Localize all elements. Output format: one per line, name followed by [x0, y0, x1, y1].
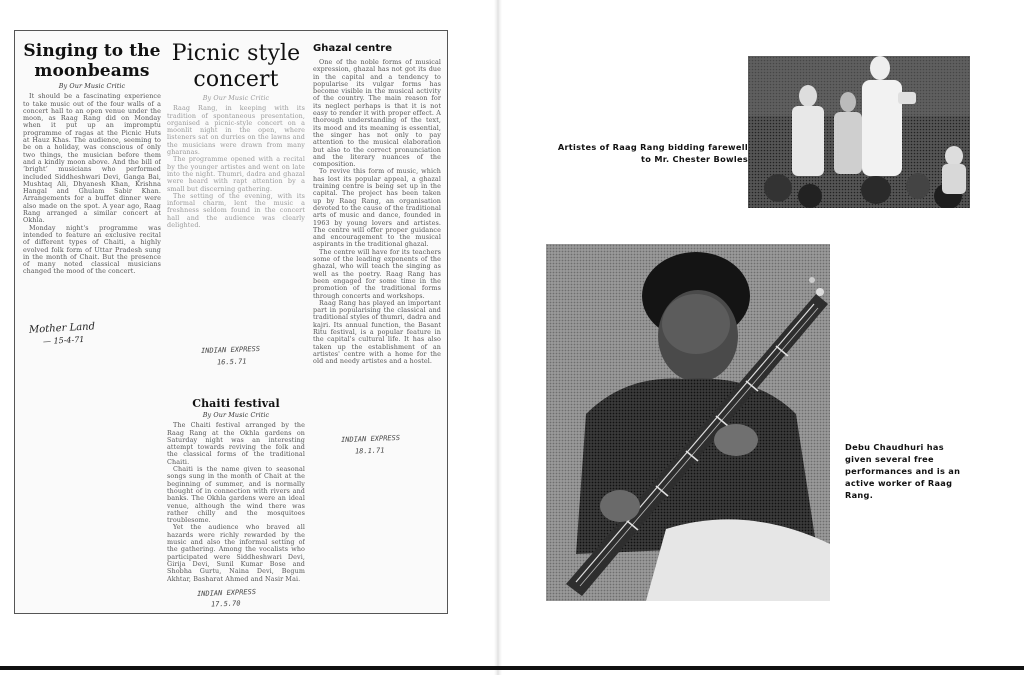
article-ghazal-centre	[313, 43, 441, 435]
page-fold	[494, 0, 502, 675]
article-paragraph: The Chaiti festival arranged by the Raag Rang at the Okhla gardens on Saturday night was an interesting attempt towards reviving the folk and the classical forms of the traditional Chaiti.	[167, 421, 305, 466]
handwritten-source-note: Mother Land	[28, 321, 96, 336]
clipping-source-label: INDIAN EXPRESS	[196, 587, 257, 599]
article-paragraph: Chaiti is the name given to seasonal songs sung in the month of Chait at the beginning of summer, and is normally thought of in connection with rivers and banks. The Okhla gardens were an ideal venue, although the wind there was rather chilly and the mosquitoes troublesome.	[167, 465, 305, 525]
article-headline: Singing to the moonbeams	[23, 41, 161, 81]
clipping-date-label: 17.5.70	[210, 599, 241, 609]
article-picnic-style-concert	[167, 41, 305, 359]
article-paragraph: One of the noble forms of musical expression, ghazal has not got its due in the capital and a tendency to popularise its vulgar forms has become visible in the musical activity of the country. The main reason for its neglect perhaps is that it is not easy to render it with proper effect. A thorough understanding of the text, its mood and its meaning is essential, the singer has not only to pay attention to the musical elaboration but also to the correct pronunciation and the literary nuances of the composition.	[313, 58, 441, 169]
clipping-source-label: INDIAN EXPRESS	[340, 433, 401, 445]
newspaper-clipping-sheet	[14, 30, 448, 614]
article-paragraph: Yet the audience who braved all hazards were richly rewarded by the music and also the informal setting of the gathering. Among the vocalists who participated were Siddheshwari Devi, Girija Devi, Sunil Kumar Bose and Shobha Gurtu, Naina Devi, Begum Akhtar, Basharat Ahmed and Nasir Mai.	[167, 523, 305, 583]
article-singing-to-the-moonbeams	[23, 41, 161, 421]
article-byline: By Our Music Critic	[202, 94, 270, 102]
clipping-date-label: 16.5.71	[216, 357, 247, 367]
article-paragraph: The setting of the evening, with its informal charm, lent the music a freshness seldom found in the concert hall and the audience was clearly delighted.	[167, 191, 305, 230]
article-byline: By Our Music Critic	[202, 411, 270, 419]
photo-caption-bottom: Debu Chaudhuri has given several free performances and is an active worker of Raag Rang.	[845, 442, 961, 500]
article-paragraph: The programme opened with a recital by the younger artistes and went on late into the night. Thumri, dadra and ghazal were heard with rapt attention by a small but discerning gathering.	[167, 155, 305, 193]
farewell-group-photo-image	[748, 56, 970, 208]
article-paragraph: The centre will have for its teachers some of the leading exponents of the ghazal, who will teach the singing as well as the poetry. Raag Rang has been engaged for some time in the promotion of the traditional forms through concerts and workshops.	[313, 247, 441, 300]
clipping-date-label: 18.1.71	[354, 446, 385, 456]
article-paragraph: Raag Rang, in keeping with its tradition of spontaneous presentation, organised a picnic-style concert on a moonlit night in the open, where listeners sat on durries on the lawns and the musicians were drawn from many gharanas.	[167, 104, 305, 157]
article-paragraph: It should be a fascinating experience to take music out of the four walls of a concert hall to an open venue under the moon, as Raag Rang did on Monday when it put up an impromptu programme of ragas at the Picnic Huts at Hauz Khas. The audience, seeming to be on a holiday, was conscious of only two things, the musician before them and a kindly moon above. And the bill of ‘bright’ musicians who performed included Siddheshwari Devi, Ganga Bai, Mushtaq Ali, Dhyanesh Khan, Krishna Hangal and Ghulam Sabir Khan. Arrangements for a buffet dinner were also made on the spot. A year ago, Raag Rang arranged a similar concert at Okhla.	[23, 92, 161, 225]
article-paragraph: To revive this form of music, which has lost its popular appeal, a ghazal training centre is being set up in the capital. The project has been taken up by Raag Rang, an organisation devoted to the cause of the traditional arts of music and dance, founded in 1963 by young lovers and artistes. The centre will offer proper guidance and encouragement to the musical aspirants in the traditional ghazal.	[313, 167, 441, 249]
article-byline: By Our Music Critic	[58, 82, 126, 90]
article-headline: Chaiti festival	[192, 397, 280, 410]
sitar-player-photo-image	[546, 244, 830, 601]
article-chaiti-festival	[167, 397, 305, 587]
photo-caption-top: Artistes of Raag Rang bidding farewell to Mr. Chester Bowles	[557, 142, 748, 164]
bottom-edge-rule	[0, 666, 1024, 670]
article-headline: Ghazal centre	[313, 43, 393, 54]
article-paragraph: Monday night's programme was intended to feature an exclusive recital of different types of Chaiti, a highly evolved folk form of Uttar Pradesh sung in the month of Chait. But the presence of many noted classical musicians changed the mood of the concert.	[23, 223, 161, 276]
article-headline: Picnic style concert	[171, 41, 301, 92]
farewell-group-photo	[748, 56, 970, 208]
handwritten-date-note: — 15-4-71	[42, 334, 85, 347]
article-paragraph: Raag Rang has played an important part in popularising the classical and traditional styles of thumri, dadra and kajri. Its annual function, the Basant Ritu festival, is a popular feature in the capital's cultural life. It has also taken up the establishment of an artistes' centre with a home for the old and needy artistes and a hostel.	[313, 298, 441, 366]
sitar-player-photo	[546, 244, 830, 601]
clipping-source-label: INDIAN EXPRESS	[200, 344, 261, 356]
